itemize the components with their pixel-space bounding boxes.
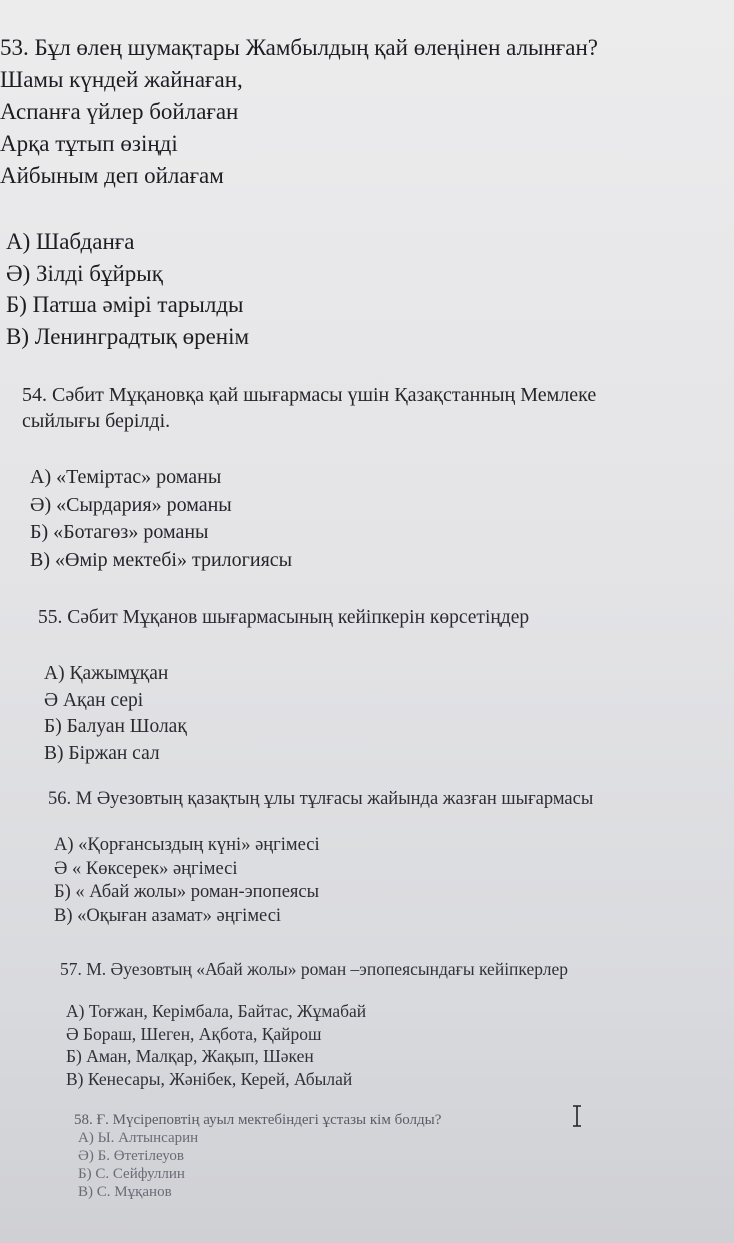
answer-option: А) Шабданға <box>6 229 135 254</box>
poem-excerpt <box>0 64 598 192</box>
question-55 <box>38 605 529 767</box>
answer-options <box>6 226 598 352</box>
answer-option: Б) Патша әмірі тарылды <box>6 292 244 317</box>
answer-option: А) Ы. Алтынсарин <box>78 1130 199 1146</box>
answer-option: А) «Қорғансыздың күні» әңгімесі <box>54 835 320 855</box>
answer-option: Б) С. Сейфуллин <box>78 1166 185 1182</box>
answer-option: Б) «Ботагөз» романы <box>30 521 209 543</box>
question-prompt-continued: сыйлығы берілді. <box>22 410 171 432</box>
answer-options <box>44 661 529 767</box>
answer-option: Ә « Көксерек» әңгімесі <box>54 858 238 879</box>
answer-option: В) Ленинградтық өренім <box>6 323 250 349</box>
answer-option: В) Кенесары, Жәнібек, Керей, Абылай <box>66 1068 353 1089</box>
poem-line: Арқа тұтып өзіңді <box>0 131 178 156</box>
answer-option: Ә) Зілді бұйрық <box>6 260 163 286</box>
answer-option: Ә) Б. Өтетілеуов <box>78 1148 184 1164</box>
answer-option: В) С. Мұқанов <box>78 1184 172 1200</box>
answer-option: Ә Бораш, Шеген, Ақбота, Қайрош <box>66 1023 322 1044</box>
answer-options <box>54 834 593 928</box>
answer-option: Б) « Абай жолы» роман-эпопеясы <box>54 882 320 902</box>
answer-option: Б) Аман, Малқар, Жақып, Шәкен <box>66 1046 314 1066</box>
answer-options <box>78 1129 441 1201</box>
question-54 <box>22 382 596 574</box>
answer-options <box>66 1000 568 1090</box>
question-prompt: 58. Ғ. Мүсіреповтің ауыл мектебіндегі ұстазы кім болды? <box>74 1112 442 1128</box>
question-prompt: 57. М. Әуезовтың «Абай жолы» роман –эпопеясындағы кейіпкерлер <box>60 959 569 979</box>
question-56 <box>48 786 593 928</box>
question-53 <box>0 32 598 352</box>
question-prompt: 55. Сәбит Мұқанов шығармасының кейіпкерін көрсетіңдер <box>38 607 530 628</box>
answer-option: А) Қажымұқан <box>44 663 169 684</box>
answer-options <box>30 464 596 574</box>
answer-option: Б) Балуан Шолақ <box>44 716 187 737</box>
question-prompt: 54. Сәбит Мұқановқа қай шығармасы үшін Қазақстанның Мемлеке <box>22 384 597 406</box>
answer-option: А) Тоғжан, Керімбала, Байтас, Жұмабай <box>66 1001 367 1021</box>
answer-option: Ә) «Сырдария» романы <box>30 493 232 516</box>
answer-option: В) «Оқыған азамат» әңгімесі <box>54 905 282 926</box>
question-58 <box>74 1111 441 1201</box>
answer-option: В) Біржан сал <box>44 742 160 764</box>
poem-line: Шамы күндей жайнаған, <box>0 67 243 92</box>
answer-option: А) «Теміртас» романы <box>30 466 222 488</box>
text-cursor-icon <box>570 1104 584 1128</box>
poem-line: Айбыным деп ойлағам <box>0 163 224 188</box>
answer-option: В) «Өмір мектебі» трилогиясы <box>30 548 293 571</box>
question-57 <box>60 957 568 1090</box>
poem-line: Аспанға үйлер бойлаған <box>0 99 239 124</box>
question-prompt: 53. Бұл өлең шумақтары Жамбылдың қай өлеңінен алынған? <box>0 35 598 60</box>
answer-option: Ә Ақан сері <box>44 689 144 711</box>
question-prompt: 56. М Әуезовтың қазақтың ұлы тұлғасы жайында жазған шығармасы <box>48 789 594 809</box>
